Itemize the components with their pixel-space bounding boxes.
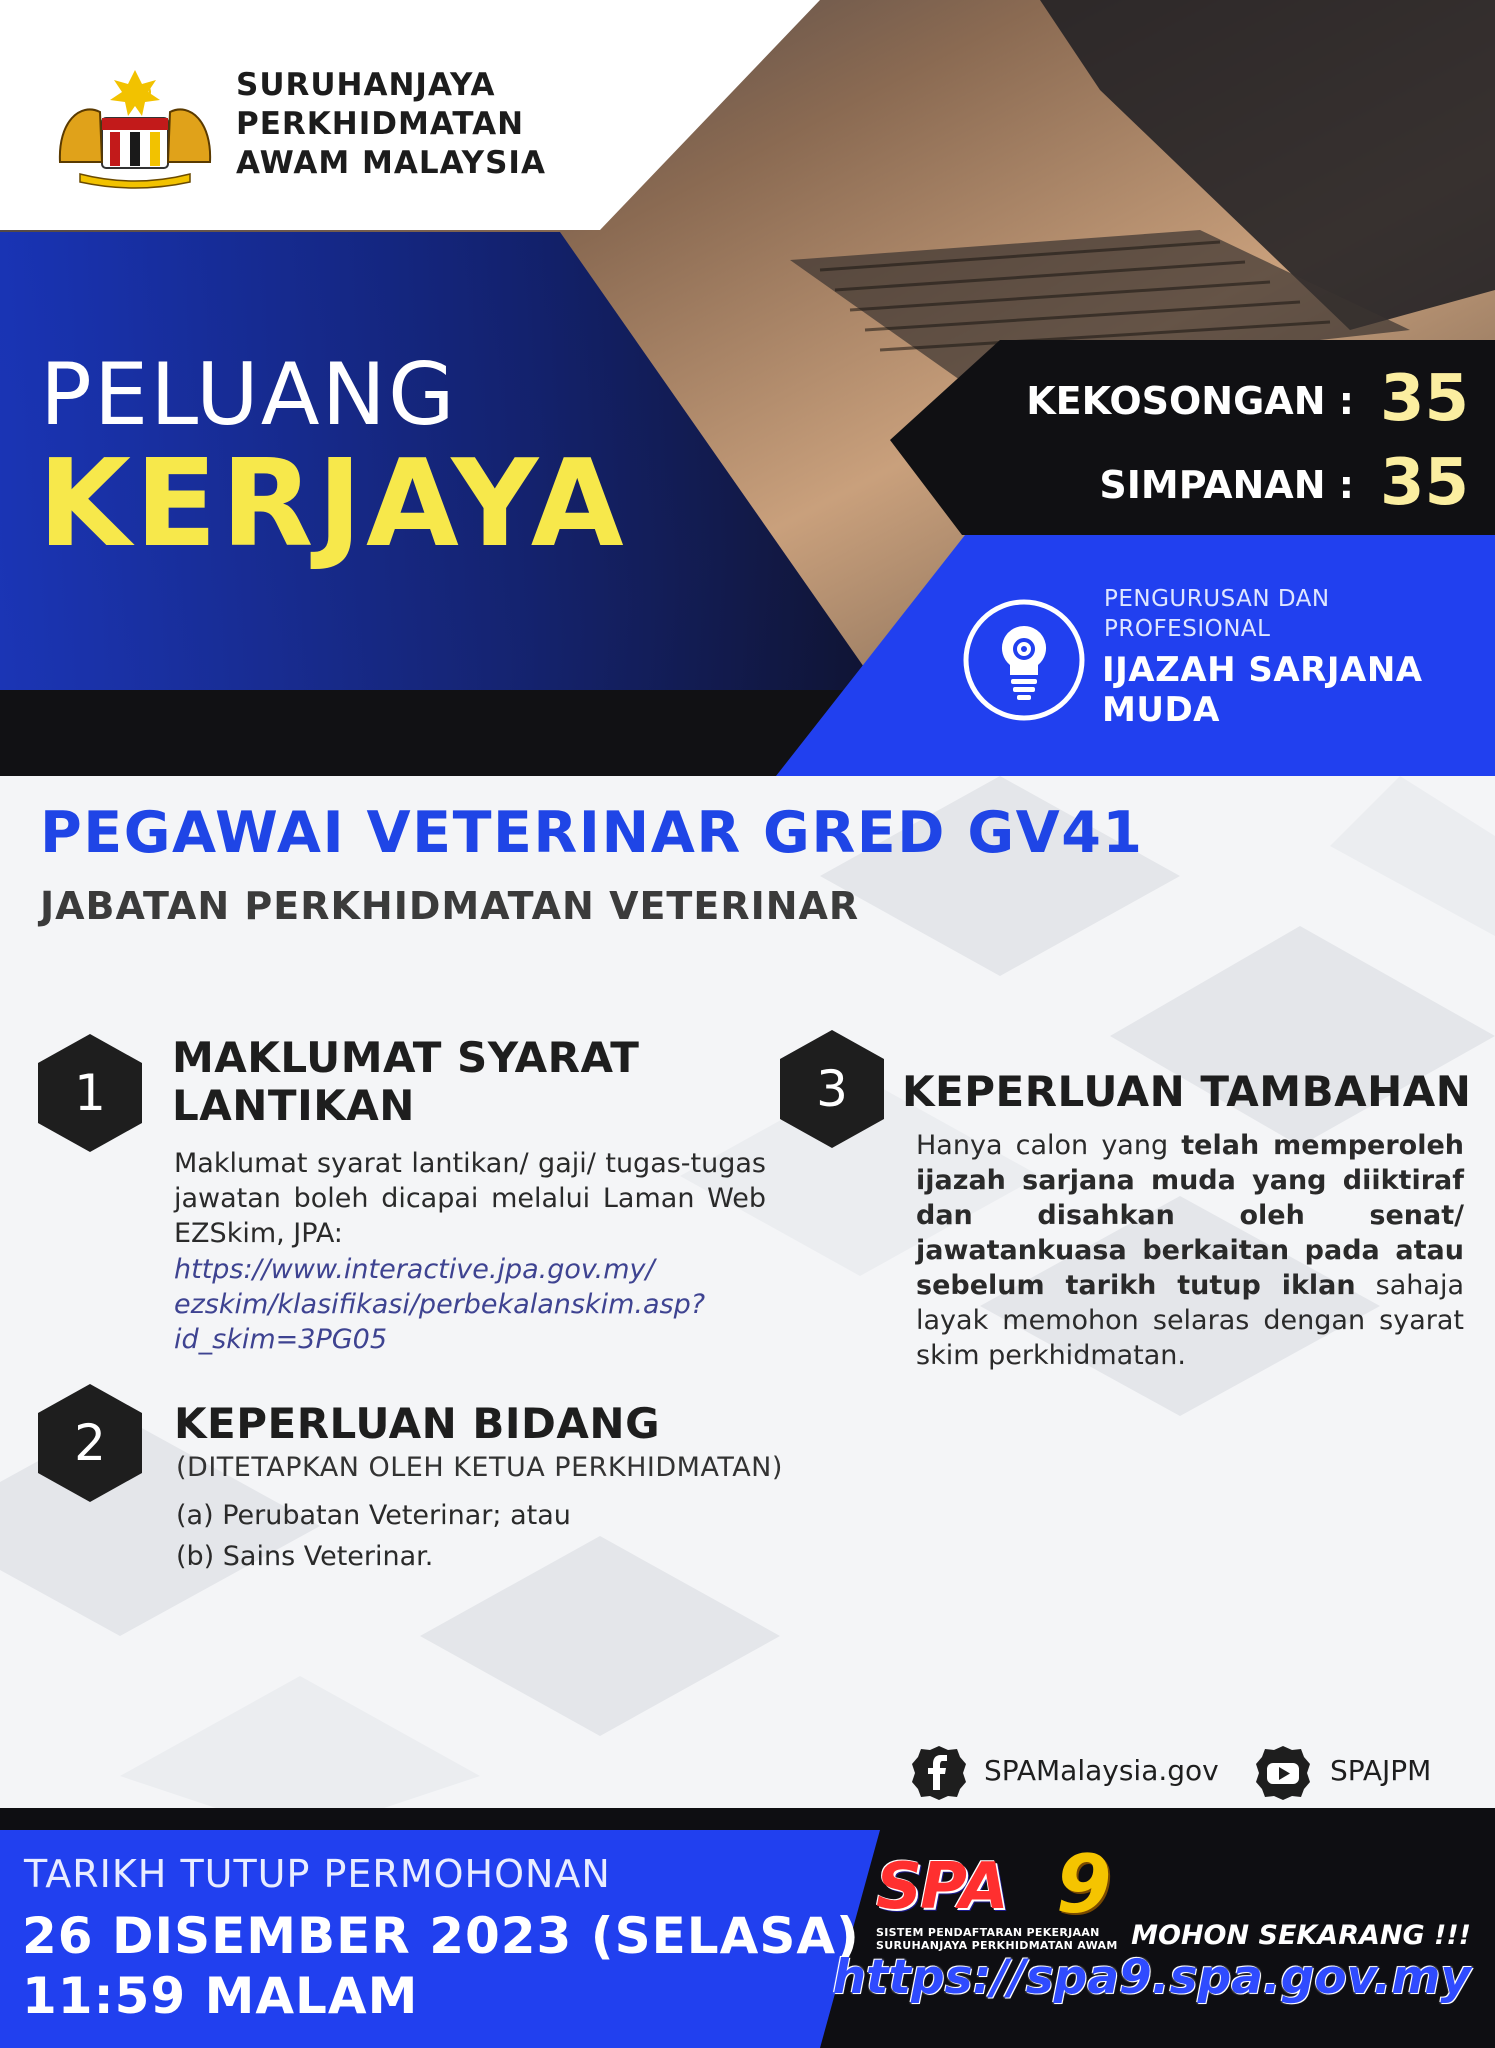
field-item-b: (b) Sains Veterinar. <box>176 1541 434 1572</box>
field-item-a: (a) Perubatan Veterinar; atau <box>176 1500 571 1531</box>
qualification-level <box>1102 650 1423 730</box>
department-name: JABATAN PERKHIDMATAN VETERINAR <box>40 884 860 928</box>
closing-time: 11:59 MALAM <box>22 1967 419 2025</box>
reserve-count <box>1099 446 1469 520</box>
org-line-1: SURUHANJAYA <box>236 67 496 103</box>
section-1-text: Maklumat syarat lantikan/ gaji/ tugas-tugas jawatan boleh dicapai melalui Laman Web EZSkim, JPA: <box>174 1148 766 1249</box>
section-1-heading-line2: LANTIKAN <box>172 1081 415 1130</box>
spa9-logo-number: 9 <box>1056 1838 1112 1931</box>
reserve-value: 35 <box>1379 446 1469 520</box>
section-3-text <box>916 1128 1464 1373</box>
vacancy-label: KEKOSONGAN : <box>1026 379 1354 423</box>
field-list <box>176 1498 571 1574</box>
ezskim-link[interactable] <box>174 1252 774 1357</box>
section-3-text-post: sahaja layak memohon selaras dengan syarat skim perkhidmatan. <box>916 1270 1464 1371</box>
section-2-number: 2 <box>74 1414 106 1472</box>
spa9-logo-text: SPA <box>876 1850 1007 1924</box>
facebook-icon[interactable] <box>910 1744 968 1802</box>
ezskim-link-line2[interactable]: ezskim/klasifikasi/perbekalanskim.asp? <box>174 1289 706 1320</box>
job-title: PEGAWAI VETERINAR GRED GV41 <box>40 800 1144 866</box>
section-1-badge <box>38 1034 142 1152</box>
spa9-logo-subtitle <box>876 1926 1118 1952</box>
ezskim-link-line1[interactable]: https://www.interactive.jpa.gov.my/ <box>174 1254 655 1285</box>
section-3-text-bold: telah memperoleh ijazah sarjana muda yang diiktiraf dan disahkan oleh senat/ jawatankuasa berkaitan pada atau sebelum tarikh tutup iklan <box>916 1130 1465 1301</box>
section-2-badge <box>38 1384 142 1502</box>
vacancy-value: 35 <box>1379 362 1469 436</box>
category-group-line1: PENGURUSAN DAN <box>1104 586 1330 612</box>
closing-label: TARIKH TUTUP PERMOHONAN <box>24 1852 611 1896</box>
apply-now-text: MOHON SEKARANG !!! <box>1131 1920 1471 1951</box>
section-1-number: 1 <box>74 1064 106 1122</box>
qualification-line2: MUDA <box>1102 690 1220 730</box>
category-group-line2: PROFESIONAL <box>1104 616 1271 642</box>
section-2-heading: KEPERLUAN BIDANG <box>174 1399 661 1448</box>
org-line-3: AWAM MALAYSIA <box>236 145 546 181</box>
section-3-text-pre: Hanya calon yang <box>916 1130 1182 1161</box>
vacancy-count <box>1026 362 1469 436</box>
hero-banner <box>0 0 1495 776</box>
section-3-badge <box>780 1030 884 1148</box>
section-3-number: 3 <box>816 1060 848 1118</box>
coat-of-arms-logo <box>50 62 220 192</box>
section-1-heading-line1: MAKLUMAT SYARAT <box>172 1033 640 1082</box>
closing-datetime <box>22 1906 860 2026</box>
application-url-link[interactable]: https://spa9.spa.gov.my <box>832 1950 1471 2005</box>
youtube-icon[interactable] <box>1254 1744 1312 1802</box>
reserve-label: SIMPANAN : <box>1099 463 1354 507</box>
spa9-sub-line2: SURUHANJAYA PERKHIDMATAN AWAM <box>876 1939 1118 1952</box>
lightbulb-gear-icon <box>962 598 1086 722</box>
spa9-sub-line1: SISTEM PENDAFTARAN PEKERJAAN <box>876 1926 1100 1939</box>
organization-name <box>236 66 546 183</box>
ezskim-link-line3[interactable]: id_skim=3PG05 <box>174 1324 388 1355</box>
section-2-note: (DITETAPKAN OLEH KETUA PERKHIDMATAN) <box>176 1452 783 1483</box>
hero-title-line2: KERJAYA <box>38 435 628 574</box>
section-3-heading: KEPERLUAN TAMBAHAN <box>902 1067 1472 1116</box>
youtube-handle[interactable]: SPAJPM <box>1330 1754 1432 1787</box>
category-group <box>1104 584 1330 644</box>
hero-title-line1: PELUANG <box>40 345 457 445</box>
section-1-heading <box>172 1034 639 1130</box>
closing-date: 26 DISEMBER 2023 (SELASA) <box>22 1907 860 1965</box>
org-line-2: PERKHIDMATAN <box>236 106 525 142</box>
qualification-line1: IJAZAH SARJANA <box>1102 650 1423 690</box>
facebook-handle[interactable]: SPAMalaysia.gov <box>984 1754 1219 1787</box>
